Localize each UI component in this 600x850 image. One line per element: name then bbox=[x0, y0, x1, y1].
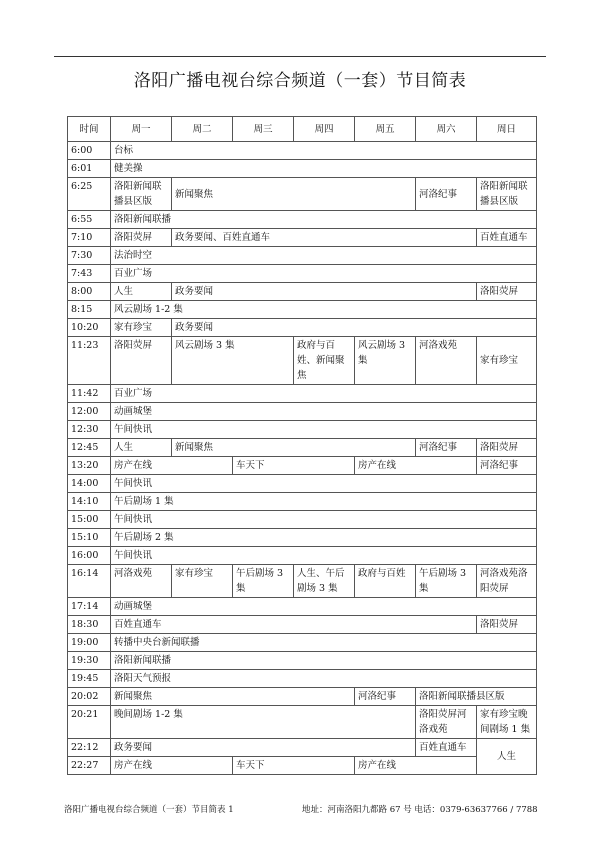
table-row bbox=[68, 421, 537, 439]
time-cell: 8:15 bbox=[68, 301, 111, 319]
program-cell: 洛阳荧屏 bbox=[111, 229, 172, 247]
table-row bbox=[68, 229, 537, 247]
program-cell: 河洛纪事 bbox=[416, 178, 477, 211]
program-cell: 房产在线 bbox=[111, 457, 233, 475]
program-cell: 河洛戏苑洛阳荧屏 bbox=[477, 565, 537, 598]
program-cell: 动画城堡 bbox=[111, 403, 537, 421]
program-cell: 转播中央台新闻联播 bbox=[111, 634, 537, 652]
program-cell: 百姓直通车 bbox=[477, 229, 537, 247]
column-header-wed: 周三 bbox=[233, 117, 294, 142]
table-row bbox=[68, 616, 537, 634]
program-cell: 房产在线 bbox=[355, 457, 477, 475]
program-cell: 台标 bbox=[111, 142, 537, 160]
time-cell: 15:10 bbox=[68, 529, 111, 547]
program-cell: 百姓直通车 bbox=[416, 739, 477, 757]
column-header-fri: 周五 bbox=[355, 117, 416, 142]
program-cell: 房产在线 bbox=[355, 757, 477, 775]
table-row bbox=[68, 652, 537, 670]
program-cell: 洛阳荧屏河洛戏苑 bbox=[416, 706, 477, 739]
program-cell: 政府与百姓、新闻聚焦 bbox=[294, 337, 355, 385]
program-cell: 洛阳新闻联播 bbox=[111, 652, 537, 670]
column-header-sun: 周日 bbox=[477, 117, 537, 142]
program-cell: 人生 bbox=[111, 283, 172, 301]
table-row bbox=[68, 511, 537, 529]
time-cell: 6:01 bbox=[68, 160, 111, 178]
column-header-thu: 周四 bbox=[294, 117, 355, 142]
time-cell: 6:00 bbox=[68, 142, 111, 160]
time-cell: 6:55 bbox=[68, 211, 111, 229]
table-row bbox=[68, 283, 537, 301]
program-cell: 风云剧场 3 集 bbox=[355, 337, 416, 385]
time-cell: 17:14 bbox=[68, 598, 111, 616]
time-cell: 14:00 bbox=[68, 475, 111, 493]
table-row bbox=[68, 265, 537, 283]
program-cell: 洛阳荧屏 bbox=[477, 616, 537, 634]
program-cell: 房产在线 bbox=[111, 757, 233, 775]
program-cell: 政务要闻 bbox=[172, 283, 477, 301]
table-row bbox=[68, 319, 537, 337]
time-cell: 16:14 bbox=[68, 565, 111, 598]
program-cell: 洛阳天气预报 bbox=[111, 670, 537, 688]
program-cell: 政务要闻 bbox=[111, 739, 416, 757]
table-row bbox=[68, 211, 537, 229]
table-row bbox=[68, 757, 537, 775]
table-row bbox=[68, 385, 537, 403]
program-cell: 洛阳荧屏 bbox=[477, 439, 537, 457]
time-cell: 12:00 bbox=[68, 403, 111, 421]
table-row bbox=[68, 688, 537, 706]
program-cell: 风云剧场 3 集 bbox=[172, 337, 294, 385]
program-cell: 人生 bbox=[111, 439, 172, 457]
time-cell: 7:30 bbox=[68, 247, 111, 265]
program-cell: 车天下 bbox=[233, 757, 355, 775]
program-cell: 新闻聚焦 bbox=[111, 688, 355, 706]
table-row bbox=[68, 301, 537, 319]
program-cell: 法治时空 bbox=[111, 247, 537, 265]
program-cell: 风云剧场 1-2 集 bbox=[111, 301, 537, 319]
table-header-row bbox=[68, 117, 537, 142]
time-cell: 22:12 bbox=[68, 739, 111, 757]
program-cell: 人生、午后剧场 3 集 bbox=[294, 565, 355, 598]
time-cell: 11:23 bbox=[68, 337, 111, 385]
time-cell: 19:45 bbox=[68, 670, 111, 688]
time-cell: 20:02 bbox=[68, 688, 111, 706]
program-cell: 河洛纪事 bbox=[416, 439, 477, 457]
table-row bbox=[68, 160, 537, 178]
table-row bbox=[68, 493, 537, 511]
time-cell: 14:10 bbox=[68, 493, 111, 511]
program-cell: 动画城堡 bbox=[111, 598, 537, 616]
program-cell: 百姓直通车 bbox=[111, 616, 477, 634]
program-cell: 河洛纪事 bbox=[477, 457, 537, 475]
program-cell: 政务要闻 bbox=[172, 319, 537, 337]
program-cell: 洛阳新闻联播县区版 bbox=[416, 688, 537, 706]
program-cell: 午间快讯 bbox=[111, 421, 537, 439]
table-row bbox=[68, 739, 537, 757]
program-cell: 家有珍宝 bbox=[172, 565, 233, 598]
time-cell: 7:10 bbox=[68, 229, 111, 247]
program-cell: 车天下 bbox=[233, 457, 355, 475]
program-cell: 洛阳新闻联播 bbox=[111, 211, 537, 229]
program-cell: 午后剧场 1 集 bbox=[111, 493, 537, 511]
table-row bbox=[68, 529, 537, 547]
program-cell: 新闻聚焦 bbox=[172, 439, 416, 457]
time-cell: 16:00 bbox=[68, 547, 111, 565]
program-cell: 午后剧场 2 集 bbox=[111, 529, 537, 547]
program-cell: 洛阳新闻联播县区版 bbox=[111, 178, 172, 211]
program-cell: 家有珍宝晚间剧场 1 集 bbox=[477, 706, 537, 739]
program-cell: 河洛纪事 bbox=[355, 688, 416, 706]
footer-doc-title: 洛阳广播电视台综合频道（一套）节目简表 1 bbox=[64, 805, 234, 815]
program-cell: 河洛戏苑 bbox=[111, 565, 172, 598]
top-rule bbox=[54, 56, 546, 57]
page-title: 洛阳广播电视台综合频道（一套）节目简表 bbox=[133, 71, 467, 91]
column-header-tue: 周二 bbox=[172, 117, 233, 142]
time-cell: 19:30 bbox=[68, 652, 111, 670]
time-cell: 20:21 bbox=[68, 706, 111, 739]
program-cell: 家有珍宝 bbox=[111, 319, 172, 337]
time-cell: 22:27 bbox=[68, 757, 111, 775]
program-cell: 新闻聚焦 bbox=[172, 178, 416, 211]
time-cell: 7:43 bbox=[68, 265, 111, 283]
program-cell: 百业广场 bbox=[111, 385, 537, 403]
program-cell: 午间快讯 bbox=[111, 547, 537, 565]
table-row bbox=[68, 634, 537, 652]
time-cell: 15:00 bbox=[68, 511, 111, 529]
time-cell: 12:45 bbox=[68, 439, 111, 457]
table-row bbox=[68, 565, 537, 598]
time-cell: 11:42 bbox=[68, 385, 111, 403]
program-cell: 洛阳荧屏 bbox=[477, 283, 537, 301]
table-row bbox=[68, 247, 537, 265]
program-cell: 午间快讯 bbox=[111, 511, 537, 529]
time-cell: 12:30 bbox=[68, 421, 111, 439]
column-header-mon: 周一 bbox=[111, 117, 172, 142]
program-cell: 健美操 bbox=[111, 160, 537, 178]
table-row bbox=[68, 439, 537, 457]
program-cell: 人生 bbox=[477, 739, 537, 775]
footer-contact: 地址：河南洛阳九都路 67 号 电话：0379-63637766 / 7788 bbox=[302, 805, 538, 815]
program-cell: 百业广场 bbox=[111, 265, 537, 283]
table-row bbox=[68, 706, 537, 739]
table-row bbox=[68, 142, 537, 160]
program-cell: 河洛戏苑 bbox=[416, 337, 477, 385]
program-cell: 午间快讯 bbox=[111, 475, 537, 493]
program-cell: 家有珍宝 bbox=[477, 337, 537, 385]
time-cell: 8:00 bbox=[68, 283, 111, 301]
table-row bbox=[68, 547, 537, 565]
time-cell: 10:20 bbox=[68, 319, 111, 337]
time-cell: 18:30 bbox=[68, 616, 111, 634]
column-header-sat: 周六 bbox=[416, 117, 477, 142]
table-row bbox=[68, 598, 537, 616]
program-cell: 午后剧场 3 集 bbox=[233, 565, 294, 598]
table-row bbox=[68, 178, 537, 211]
time-cell: 6:25 bbox=[68, 178, 111, 211]
table-row bbox=[68, 475, 537, 493]
program-cell: 政务要闻、百姓直通车 bbox=[172, 229, 477, 247]
program-cell: 晚间剧场 1-2 集 bbox=[111, 706, 416, 739]
table-row bbox=[68, 403, 537, 421]
time-cell: 19:00 bbox=[68, 634, 111, 652]
program-cell: 政府与百姓 bbox=[355, 565, 416, 598]
program-cell: 午后剧场 3 集 bbox=[416, 565, 477, 598]
schedule-table bbox=[67, 116, 537, 775]
time-cell: 13:20 bbox=[68, 457, 111, 475]
column-header-time: 时间 bbox=[68, 117, 111, 142]
table-row bbox=[68, 457, 537, 475]
program-cell: 洛阳荧屏 bbox=[111, 337, 172, 385]
table-row bbox=[68, 337, 537, 385]
table-row bbox=[68, 670, 537, 688]
program-cell: 洛阳新闻联播县区版 bbox=[477, 178, 537, 211]
